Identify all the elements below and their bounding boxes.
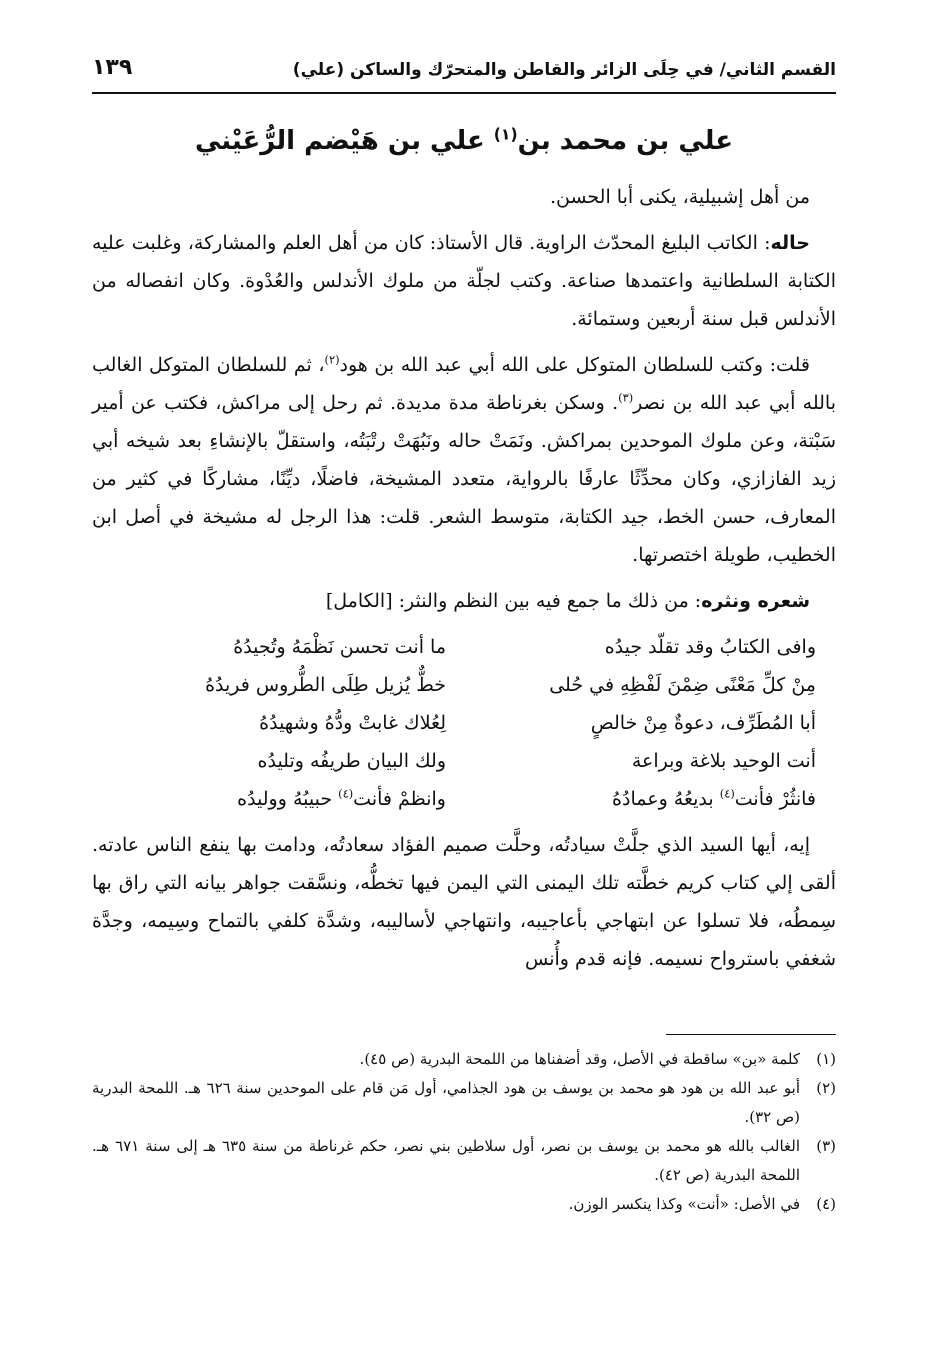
verse-second-hemistich: لِعُلاك غابتْ ودُّهُ وشهيدُهُ	[259, 712, 446, 734]
hemistich-text-a: وانظمْ فأنت	[353, 788, 446, 810]
origin-paragraph	[92, 178, 836, 216]
footnote-number: (١)	[816, 1050, 836, 1068]
poem	[92, 628, 836, 818]
poem-verse	[92, 780, 836, 818]
footnote	[92, 1190, 836, 1219]
footnote-text: في الأصل: «أنت» وكذا ينكسر الوزن.	[568, 1195, 800, 1213]
footnote-ref-4[interactable]: (٤)	[338, 786, 354, 801]
verse-second-hemistich: ما أنت تحسن نَظْمَهُ وتُجيدُهُ	[233, 636, 446, 658]
footnote-ref-2[interactable]: (٢)	[324, 352, 340, 367]
title-part-1: علي بن محمد بن	[517, 126, 734, 156]
verse-second-hemistich: خطٌّ يُزيل طِلَى الطُّروس فريدُهُ	[205, 674, 446, 696]
verse-first-hemistich: أبا المُطَرِّف، دعوةٌ مِنْ خالصٍ	[590, 712, 816, 734]
poem-verse	[92, 742, 836, 780]
footnote-text: الغالب بالله هو محمد بن يوسف بن نصر، أول سلاطين بني نصر، حكم غرناطة من سنة ٦٣٥ هـ إلى سنة ٦٧١ هـ. اللمحة البدرية (ص ٤٢).	[92, 1137, 800, 1184]
footnote-text: أبو عبد الله بن هود هو محمد بن يوسف بن هود الجذامي، أول مَن قام على الموحدين سنة ٦٢٦ هـ. اللمحة البدرية (ص ٣٢).	[92, 1079, 800, 1126]
footnote-ref-3[interactable]: (٣)	[618, 390, 634, 405]
origin-text: من أهل إشبيلية، يكنى أبا الحسن.	[549, 186, 810, 208]
prose-paragraph	[92, 826, 836, 978]
footnote-number: (٣)	[816, 1137, 836, 1155]
verse-first-hemistich: وافى الكتابُ وقد تقلّد جيدُه	[604, 636, 816, 658]
footnote-text: كلمة «بن» ساقطة في الأصل، وقد أضفناها من اللمحة البدرية (ص ٤٥).	[359, 1050, 800, 1068]
hal-text: : الكاتب البليغ المحدّث الراوية. قال الأستاذ: كان من أهل العلم والمشاركة، وغلبت عليه الكتابة السلطانية واعتمدها صناعة. وكتب لجلّة من ملوك الأندلس والعُدْوة. وكان انفصاله من الأندلس قبل سنة أربعين وستمائة.	[92, 232, 836, 330]
verse-second-hemistich	[116, 780, 446, 818]
verse-second-hemistich: ولك البيان طريفُه وتليدُه	[257, 750, 446, 772]
prose-text: إيه، أيها السيد الذي جلَّتْ سيادتُه، وحلَّت صميم الفؤاد سعادتُه، ودامت بها ينفع الناس عادته. ألقى إلي كتاب كريم خطَّته تلك اليمنى التي اليمن فيها تخطُّه، ونسَّقت جواهر بيانه التي راق بها سِمطُه، فلا تسلوا عن ابتهاجي بأعاجيبه، وانتهاجي لأساليبه، وشدَّة كلفي بالتماح وسِيمه، وجدَّة شغفي باسترواح نسيمه. فإنه قدم وأُنس	[92, 834, 836, 970]
qult-paragraph	[92, 346, 836, 574]
footnotes	[92, 1045, 836, 1219]
running-header	[92, 54, 836, 94]
footnote-number: (٢)	[816, 1079, 836, 1097]
footnote	[92, 1074, 836, 1132]
qult-text-b: ، ثم للسلطان المتوكل الغالب بالله أبي عبد الله بن نصر	[92, 354, 836, 414]
running-title: القسم الثاني/ في حِلَى الزائر والقاطن والمتحرّك والساكن (علي)	[292, 60, 836, 80]
hemistich-text-b: حبيبُهُ ووليدُه	[237, 788, 339, 810]
verse-first-hemistich: مِنْ كلِّ مَعْنًى ضِمْنَ لَفْظِهِ في حُلى	[549, 674, 816, 696]
footnote-number: (٤)	[816, 1195, 836, 1213]
poetry-intro-text: : من ذلك ما جمع فيه بين النظم والنثر: [الكامل]	[325, 590, 702, 612]
entry-title	[92, 126, 836, 156]
footnote	[92, 1045, 836, 1074]
poetry-label: شعره ونثره	[701, 590, 810, 612]
poem-verse	[92, 628, 836, 666]
qult-text-a: قلت: وكتب للسلطان المتوكل على الله أبي عبد الله بن هود	[339, 354, 810, 376]
poetry-intro-paragraph	[92, 582, 836, 620]
footnote-ref-4[interactable]: (٤)	[719, 786, 735, 801]
footnote-ref-1[interactable]: (١)	[493, 125, 518, 144]
hemistich-text-b: بديعُهُ وعمادُهُ	[612, 788, 720, 810]
hal-paragraph	[92, 224, 836, 338]
page-number: ١٣٩	[92, 55, 133, 80]
poem-verse	[92, 666, 836, 704]
verse-first-hemistich: أنت الوحيد بلاغة وبراعة	[631, 750, 816, 772]
qult-text-c: . وسكن بغرناطة مدة مديدة. ثم رحل إلى مراكش، فكتب عن أمير سَبْتة، وعن ملوك الموحدين بمراكش. ونَمَتْ حاله ونَبُهَتْ رتْبَتُه، واستقلّ بالإنشاءِ بعد شيخه أبي زيد الفازازي، وكان محدِّثًا عارفًا بالرواية، متعدد المشيخة، فاضلًا، ديِّنًا، مشاركًا في كثير من المعارف، حسن الخط، جيد الكتابة، متوسط الشعر. قلت: هذا الرجل له مشيخة في أصل ابن الخطيب، طويلة اختصرتها.	[92, 392, 836, 566]
verse-first-hemistich	[486, 780, 816, 818]
hal-label: حاله	[770, 232, 810, 254]
footnote-separator	[666, 1034, 836, 1035]
title-part-2: علي بن هَيْضم الرُّعَيْني	[194, 126, 494, 156]
footnote	[92, 1132, 836, 1190]
hemistich-text-a: فانثُرْ فأنت	[734, 788, 816, 810]
poem-verse	[92, 704, 836, 742]
book-page	[92, 54, 836, 1219]
